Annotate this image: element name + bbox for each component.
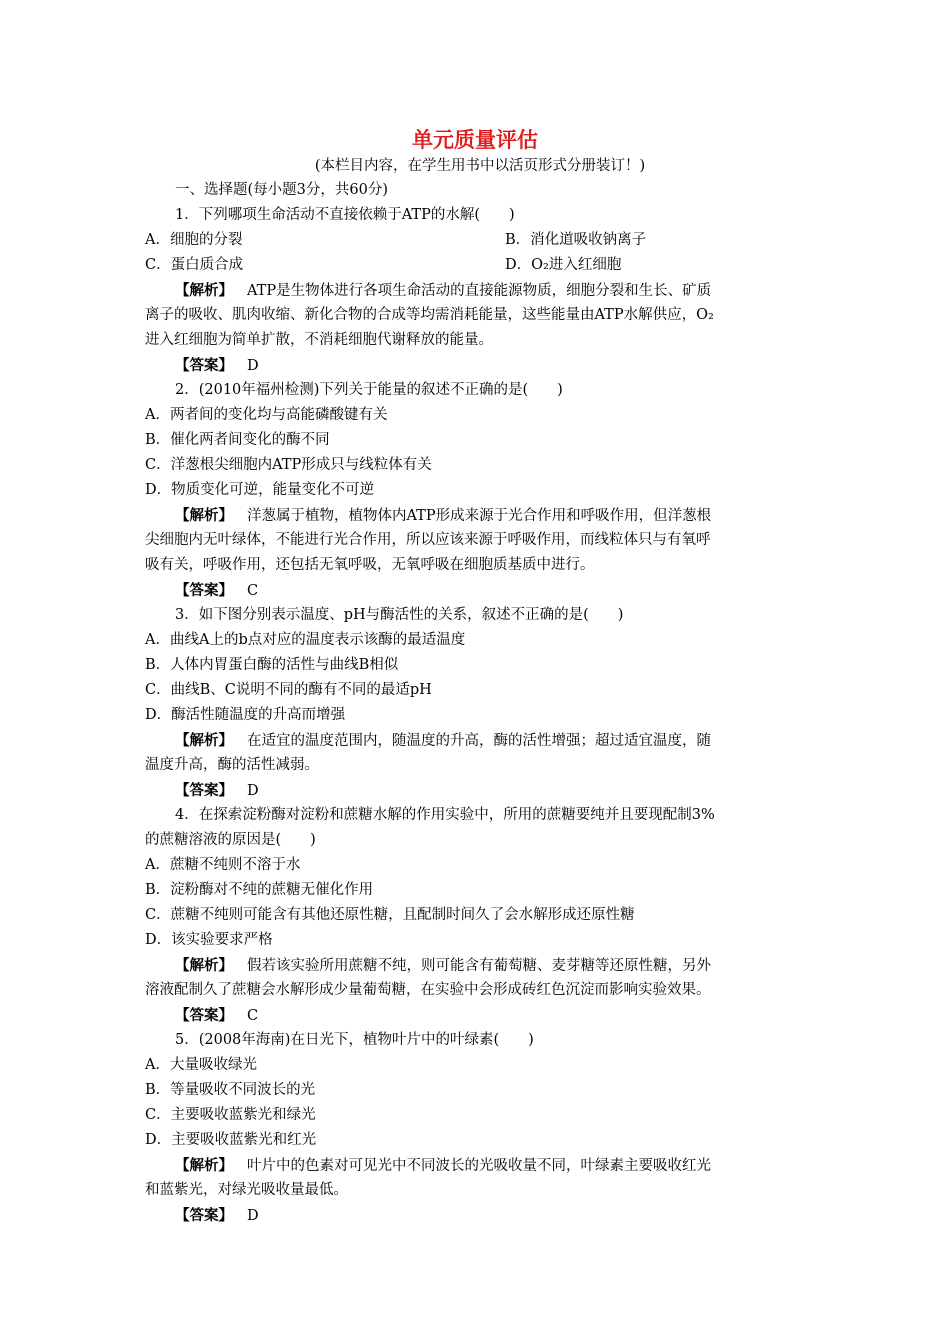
answer-label: 【答案】: [175, 582, 233, 599]
page-title: 单元质量评估: [412, 128, 538, 152]
option-c: C．洋葱根尖细胞内ATP形成只与线粒体有关: [145, 457, 432, 473]
question-stem: 1．下列哪项生命活动不直接依赖于ATP的水解( ): [175, 207, 515, 223]
answer-line: [145, 1203, 810, 1228]
question-2: [145, 378, 810, 603]
answer-label: 【答案】: [175, 1007, 233, 1024]
analysis-line: 【解析】 在适宜的温度范围内，随温度的升高，酶的活性增强；超过适宜温度，随: [175, 732, 711, 749]
question-stem: 2．(2010年福州检测)下列关于能量的叙述不正确的是( ): [175, 382, 563, 398]
section-heading: 一、选择题(每小题3分，共60分): [175, 182, 388, 198]
answer-value: C: [247, 583, 259, 599]
answer-value: D: [247, 358, 259, 374]
analysis-label: 【解析】: [175, 1157, 233, 1174]
question-stem: 4．在探索淀粉酶对淀粉和蔗糖水解的作用实验中，所用的蔗糖要纯并且要现配制3%: [175, 807, 715, 823]
answer-line: [145, 778, 810, 803]
analysis-label: 【解析】: [175, 282, 233, 299]
analysis-line: 【解析】 叶片中的色素对可见光中不同波长的光吸收量不同，叶绿素主要吸收红光: [175, 1157, 711, 1174]
option-a: A．细胞的分裂: [145, 232, 243, 248]
option-b: B．等量吸收不同波长的光: [145, 1082, 316, 1098]
option-a: A．蔗糖不纯则不溶于水: [145, 857, 301, 873]
analysis-line: 和蓝紫光，对绿光吸收量最低。: [145, 1182, 348, 1198]
options-row: [145, 228, 810, 253]
option-c: C．蔗糖不纯则可能含有其他还原性糖，且配制时间久了会水解形成还原性糖: [145, 907, 635, 923]
answer-line: [145, 353, 810, 378]
answer-line: [145, 578, 810, 603]
option-b: B．消化道吸收钠离子: [505, 232, 647, 248]
option-a: A．两者间的变化均与高能磷酸键有关: [145, 407, 388, 423]
option-b: B．催化两者间变化的酶不同: [145, 432, 330, 448]
option-d: D．酶活性随温度的升高而增强: [145, 707, 346, 723]
question-stem: 的蔗糖溶液的原因是( ): [145, 832, 316, 848]
answer-value: D: [247, 1208, 259, 1224]
option-c: C．曲线B、C说明不同的酶有不同的最适pH: [145, 682, 432, 698]
question-stem: 5．(2008年海南)在日光下，植物叶片中的叶绿素( ): [175, 1032, 534, 1048]
option-b: B．淀粉酶对不纯的蔗糖无催化作用: [145, 882, 374, 898]
question-stem: 3．如下图分别表示温度、pH与酶活性的关系，叙述不正确的是( ): [175, 607, 624, 623]
analysis-label: 【解析】: [175, 507, 233, 524]
option-d: D．该实验要求严格: [145, 932, 273, 948]
analysis-line: 尖细胞内无叶绿体，不能进行光合作用，所以应该来源于呼吸作用，而线粒体只与有氧呼: [145, 532, 711, 548]
option-b: B．人体内胃蛋白酶的活性与曲线B相似: [145, 657, 399, 673]
option-d: D．O₂进入红细胞: [505, 257, 622, 273]
page-subtitle: (本栏目内容，在学生用书中以活页形式分册装订！): [314, 158, 646, 174]
analysis-line: 温度升高，酶的活性减弱。: [145, 757, 319, 773]
option-c: C．主要吸收蓝紫光和绿光: [145, 1107, 316, 1123]
analysis-line: 进入红细胞为简单扩散，不消耗细胞代谢释放的能量。: [145, 332, 493, 348]
answer-line: [145, 1003, 810, 1028]
option-a: A．曲线A上的b点对应的温度表示该酶的最适温度: [145, 632, 466, 648]
question-5: [145, 1028, 810, 1228]
answer-value: D: [247, 783, 259, 799]
analysis-line: 【解析】 洋葱属于植物，植物体内ATP形成来源于光合作用和呼吸作用，但洋葱根: [175, 507, 712, 524]
answer-label: 【答案】: [175, 357, 233, 374]
analysis-line: 离子的吸收、肌肉收缩、新化合物的合成等均需消耗能量，这些能量由ATP水解供应，O₂: [145, 307, 714, 323]
analysis-line: 【解析】 ATP是生物体进行各项生命活动的直接能源物质，细胞分裂和生长、矿质: [175, 282, 712, 299]
option-d: D．主要吸收蓝紫光和红光: [145, 1132, 317, 1148]
option-a: A．大量吸收绿光: [145, 1057, 257, 1073]
analysis-line: 溶液配制久了蔗糖会水解形成少量葡萄糖，在实验中会形成砖红色沉淀而影响实验效果。: [145, 982, 711, 998]
question-3: [145, 603, 810, 803]
document-body: [145, 178, 810, 1228]
option-c: C．蛋白质合成: [145, 257, 244, 273]
answer-value: C: [247, 1008, 259, 1024]
answer-label: 【答案】: [175, 1207, 233, 1224]
analysis-line: 吸有关，呼吸作用，还包括无氧呼吸，无氧呼吸在细胞质基质中进行。: [145, 557, 595, 573]
analysis-label: 【解析】: [175, 957, 233, 974]
options-row: [145, 253, 810, 278]
answer-label: 【答案】: [175, 782, 233, 799]
analysis-line: 【解析】 假若该实验所用蔗糖不纯，则可能含有葡萄糖、麦芽糖等还原性糖，另外: [175, 957, 711, 974]
option-d: D．物质变化可逆，能量变化不可逆: [145, 482, 375, 498]
question-1: [145, 203, 810, 378]
analysis-label: 【解析】: [175, 732, 233, 749]
question-4: [145, 803, 810, 1028]
